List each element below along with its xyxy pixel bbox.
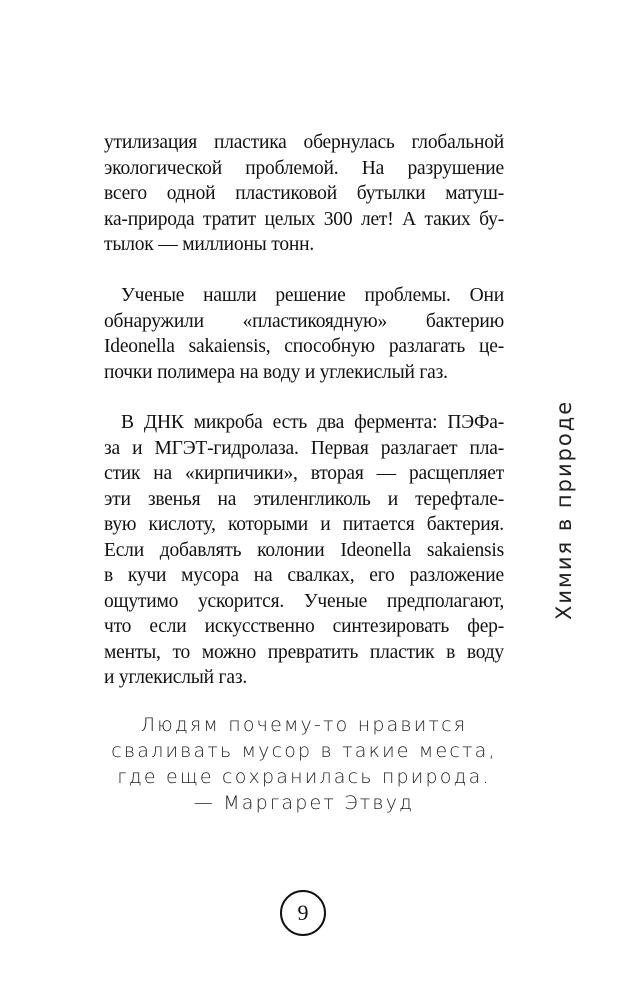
- paragraph-2: [104, 283, 504, 385]
- text-line: обнаружили «пластикоядную» бактерию: [104, 310, 504, 332]
- page-number-circle: [280, 890, 326, 936]
- text-line: Ideonella sakaiensis, способную разлагать це-: [104, 336, 504, 357]
- text-line: менты, то можно превратить пластик в воду: [104, 641, 504, 663]
- text-line: Если добавлять колонии Ideonella sakaiensis: [104, 539, 504, 561]
- text-line: за и МГЭТ-гидролаза. Первая разлагает пла-: [104, 437, 504, 459]
- text-line: и углекислый газ.: [104, 667, 247, 688]
- text-line: что если искусственно синтезировать фер-: [104, 616, 504, 637]
- text-line: утилизация пластика обернулась глобальной: [104, 132, 504, 153]
- text-line: В ДНК микроба есть два фермента: ПЭФа-: [121, 412, 504, 433]
- quote-author: — Маргарет Этвуд: [193, 792, 415, 814]
- text-line: вую кислоту, которыми и питается бактерия.: [104, 514, 504, 535]
- running-title: Химия в природе: [552, 399, 576, 620]
- text-line: Ученые нашли решение проблемы. Они: [121, 285, 504, 306]
- text-line: ощутимо ускорится. Ученые предполагают,: [104, 590, 504, 612]
- text-line: всего одной пластиковой бутылки матуш-: [104, 183, 504, 204]
- quote-line: Людям почему-то нравится: [140, 714, 468, 736]
- text-line: экологической проблемой. На разрушение: [104, 157, 504, 179]
- text-line: почки полимера на воду и углекислый газ.: [104, 361, 448, 383]
- text-line: в кучи мусора на свалках, его разложение: [104, 565, 504, 586]
- paragraph-1: [104, 130, 504, 258]
- epigraph-quote: [104, 712, 504, 816]
- quote-line: где еще сохранилась природа.: [117, 766, 491, 788]
- text-line: тылок — миллионы тонн.: [104, 234, 315, 255]
- page-number: 9: [297, 900, 309, 925]
- text-line: стик на «кирпичики», вторая — расщепляет: [104, 463, 504, 484]
- paragraph-3: [104, 410, 504, 691]
- text-line: ка-природа тратит целых 300 лет! А таких бу-: [104, 208, 504, 230]
- text-line: эти звенья на этиленгликоль и терефтале-: [104, 488, 504, 510]
- quote-line: сваливать мусор в такие места,: [111, 740, 497, 762]
